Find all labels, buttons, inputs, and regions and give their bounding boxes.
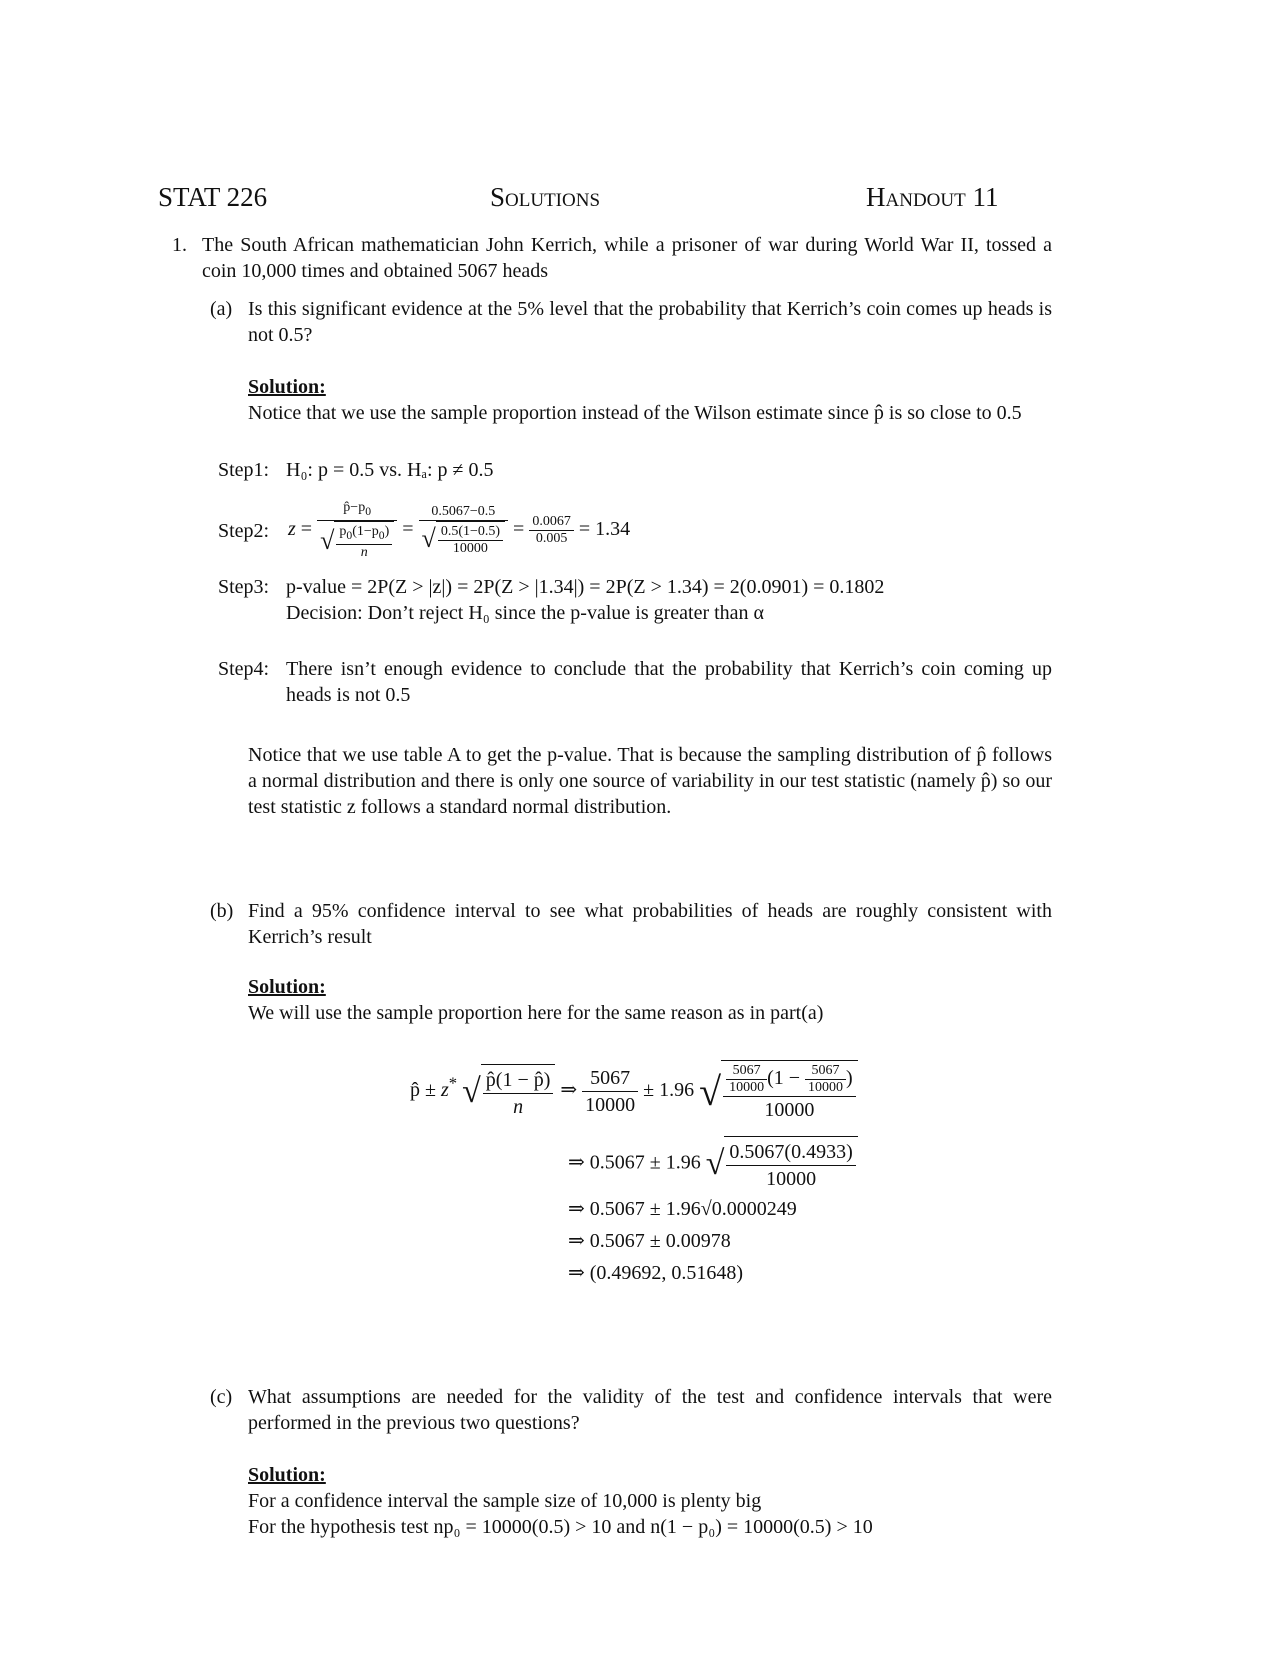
ci-formula-line4: ⇒ 0.5067 ± 0.00978 — [568, 1230, 731, 1252]
handout-number: Handout 11 — [866, 182, 999, 212]
course-code: STAT 226 — [158, 182, 268, 212]
z-fraction-values: 0.5067−0.5 √ $\frac{0.5(1-0.5)}{10000}$ — [419, 504, 509, 557]
z-fraction: $p̂-p_0$ √ $\frac{p_0(1-p_0)}{n}$ — [317, 500, 397, 561]
part-b-question: Find a 95% confidence interval to see what probabilities of heads are roughly consistent with Kerrich’s result — [248, 900, 1052, 948]
part-c-line1: For a confidence interval the sample size of 10,000 is plenty big — [248, 1490, 762, 1512]
step2-label: Step2: — [218, 520, 270, 542]
step4-conclusion: There isn’t enough evidence to conclude that the probability that Kerrich’s coin coming up heads is not 0.5 — [286, 658, 1052, 706]
part-a-note: Notice that we use the sample proportion instead of the Wilson estimate since p̂ is so close to 0.5 — [248, 402, 1022, 424]
ci-formula-line3: ⇒ 0.5067 ± 1.96√0.0000249 — [568, 1198, 797, 1220]
step3-pvalue: p-value = 2P(Z > |z|) = 2P(Z > |1.34|) = 2P(Z > 1.34) = 2(0.0901) = 0.1802 — [286, 576, 885, 598]
step3-label: Step3: — [218, 576, 270, 598]
step1-label: Step1: — [218, 459, 270, 481]
part-b-note: We will use the sample proportion here for the same reason as in part(a) — [248, 1002, 824, 1024]
ci-formula-line5: ⇒ (0.49692, 0.51648) — [568, 1262, 744, 1284]
part-a-label: (a) — [210, 298, 233, 320]
part-a-note2: Notice that we use table A to get the p-value. That is because the sampling distribution of p̂ follows a normal distribution and there is only one source of variability in our test statistic (namely p̂) so our test statistic z follows a standard normal distribution. — [248, 744, 1052, 818]
ci-formula-line1: p̂ ± z* √ $\frac{p̂(1 - p̂)}{n}$ ⇒ $\frac{5067}{10000}$ ± 1.96 √ $\frac{5067}{10000}$ (1 − $\frac{5067}{10000}$ ) 10000 — [410, 1060, 858, 1123]
question-number: 1. — [172, 234, 187, 256]
part-b-solution-heading: Solution: — [248, 976, 326, 998]
step1-hypotheses: H₀: p = 0.5 vs. Hₐ: p ≠ 0.5 — [286, 459, 494, 481]
question-text: The South African mathematician John Kerrich, while a prisoner of war during World War II, tossed a coin 10,000 times and obtained 5067 heads — [202, 234, 1052, 282]
part-c-solution-heading: Solution: — [248, 1464, 326, 1486]
part-c-line2: For the hypothesis test np₀ = 10000(0.5) > 10 and n(1 − p₀) = 10000(0.5) > 10 — [248, 1516, 873, 1538]
step4-label: Step4: — [218, 658, 270, 680]
part-a-solution-heading: Solution: — [248, 376, 326, 398]
z-value: = 1.34 — [578, 517, 631, 540]
step3-decision: Decision: Don’t reject H₀ since the p-value is greater than α — [286, 602, 765, 624]
part-c-question: What assumptions are needed for the validity of the test and confidence intervals that were performed in the previous two questions? — [248, 1386, 1052, 1434]
ci-formula-line2: ⇒ 0.5067 ± 1.96 √ $\frac{0.5067(0.4933)}{10000}$ — [568, 1136, 858, 1192]
part-c-label: (c) — [210, 1386, 233, 1408]
step2-formula: z = $p̂-p_0$ √ $\frac{p_0(1-p_0)}{n}$ = 0.5067−0.5 √ $\frac{0.5(1-0.5)}{10000}$ = $\frac{0.0067}{0.005}$ = 1.34 — [288, 500, 631, 560]
page-title: Solutions — [490, 182, 601, 212]
part-b-label: (b) — [210, 900, 234, 922]
z-fraction-simplified: $\frac{0.0067}{0.005}$ — [529, 514, 574, 547]
part-a-question: Is this significant evidence at the 5% level that the probability that Kerrich’s coin comes up heads is not 0.5? — [248, 298, 1052, 346]
